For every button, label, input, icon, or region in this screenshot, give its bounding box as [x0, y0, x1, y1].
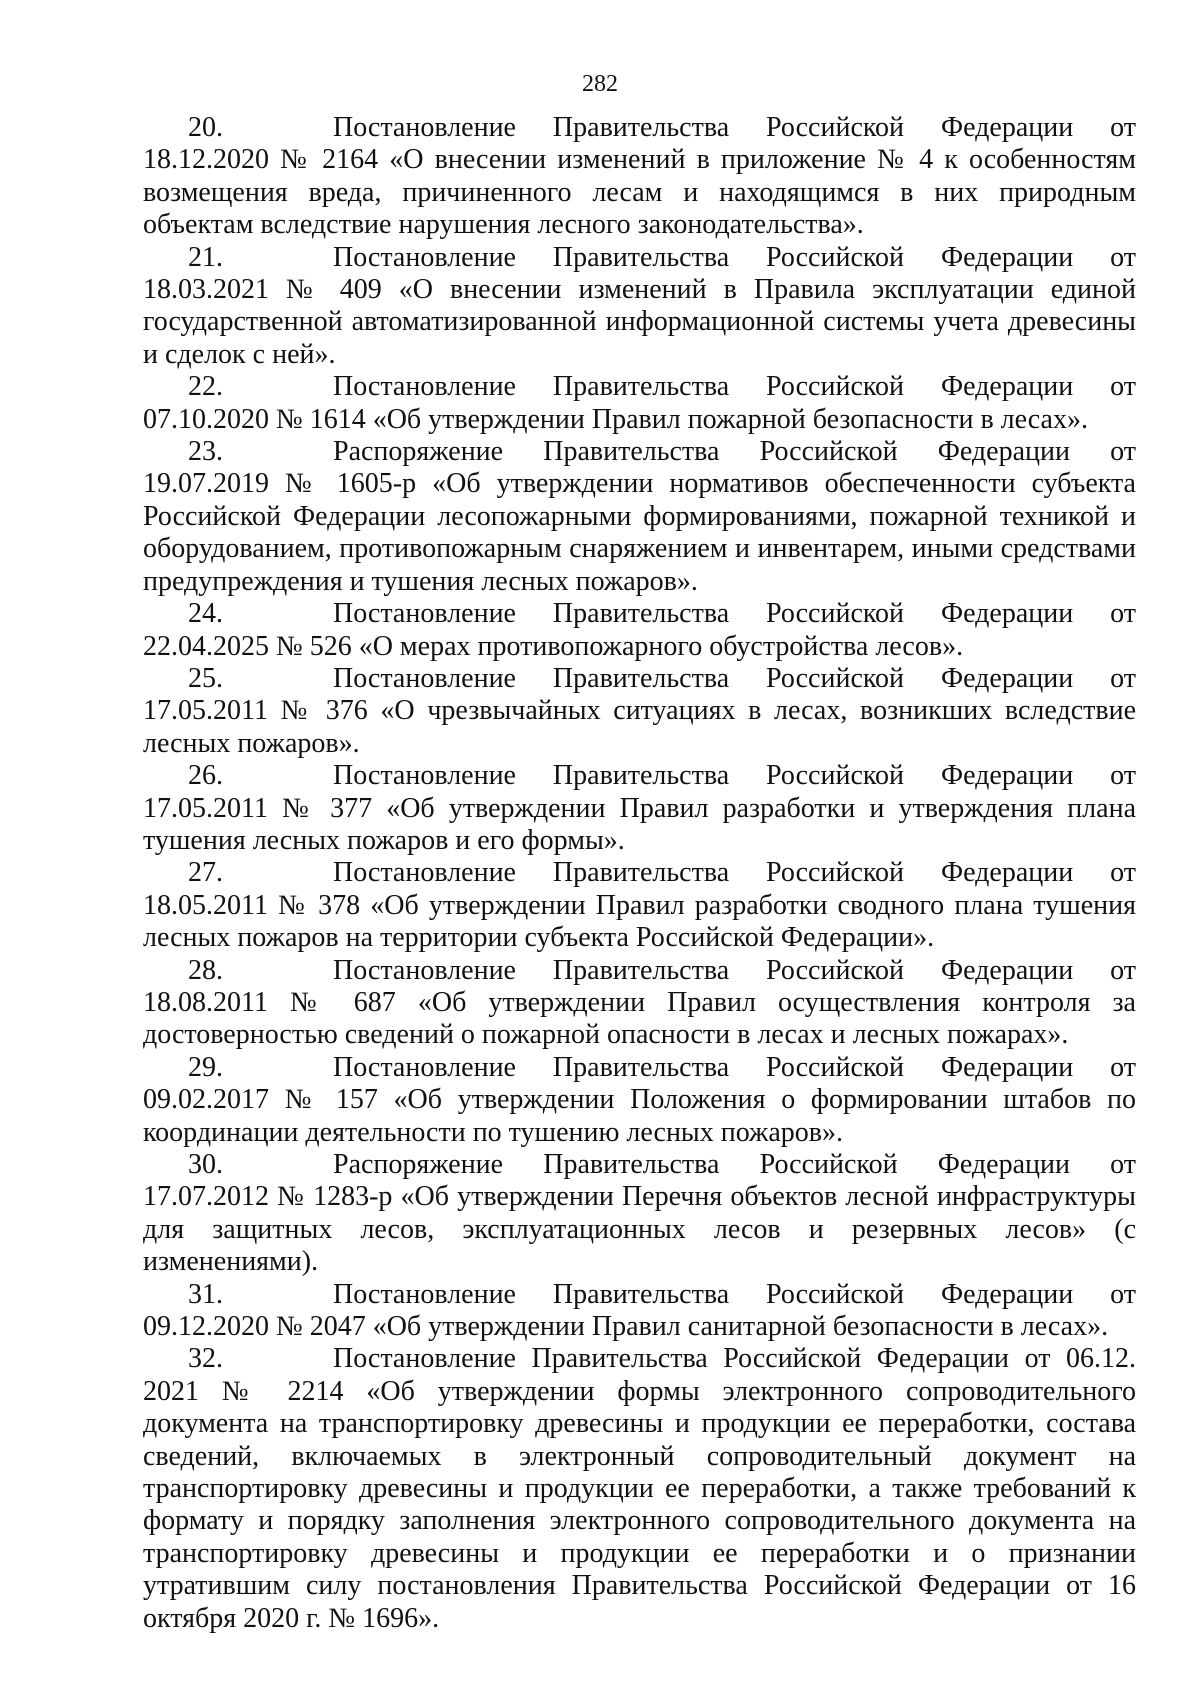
- list-item: [143, 242, 1136, 372]
- item-text: Распоряжение Правительства Российской Федерации от 19.07.2019 № 1605-р «Об утверждении нормативов обеспеченности субъекта Российской Федерации лесопожарными формированиями, пожарной техникой и оборудованием, противопожарным снаряжением и инвентарем, иными средствами предупреждения и тушения лесных пожаров».: [143, 436, 1136, 597]
- list-item: [143, 1279, 1136, 1344]
- item-number: 20.: [188, 112, 223, 143]
- list-item: [143, 760, 1136, 857]
- item-number: 25.: [188, 662, 223, 694]
- item-text: Постановление Правительства Российской Федерации от 18.08.2011 № 687 «Об утверждении Правил осуществления контроля за достоверностью сведений о пожарной опасности в лесах и лесных пожарах».: [143, 954, 1136, 1051]
- item-number: 26.: [188, 760, 223, 792]
- page-number: 282: [582, 71, 618, 97]
- item-text: Постановление Правительства Российской Федерации от 06.12. 2021 № 2214 «Об утверждении формы электронного сопроводительного документа на транспортировку древесины и продукции ее переработки, состава сведений, включаемых в электронный сопроводительный документ на транспортировку древесины и продукции ее переработки, а также требований к формату и порядку заполнения электронного сопроводительного документа на транспортировку древесины и продукции ее переработки и о признании утратившим силу постановления Правительства Российской Федерации от 16 октября 2020 г. № 1696».: [143, 1343, 1136, 1634]
- item-number: 21.: [188, 241, 223, 273]
- list-item: [143, 1052, 1136, 1149]
- item-number: 30.: [188, 1149, 223, 1180]
- item-number: 27.: [188, 857, 223, 889]
- list-item: [143, 1149, 1136, 1279]
- list-item: [143, 1343, 1136, 1635]
- item-number: 23.: [188, 436, 223, 468]
- item-text: Постановление Правительства Российской Федерации от 07.10.2020 № 1614 «Об утверждении Правил пожарной безопасности в лесах».: [143, 371, 1136, 435]
- item-number: 22.: [188, 371, 223, 403]
- list-item: [143, 857, 1136, 954]
- list-item: [143, 598, 1136, 663]
- list-item: [143, 371, 1136, 436]
- item-number: 28.: [188, 954, 223, 986]
- item-text: Постановление Правительства Российской Федерации от 18.03.2021 № 409 «О внесении изменений в Правила эксплуатации единой государственной автоматизированной информационной системы учета древесины и сделок с ней».: [143, 241, 1136, 370]
- item-number: 31.: [188, 1278, 223, 1310]
- item-number: 29.: [188, 1051, 223, 1083]
- list-item: [143, 663, 1136, 760]
- item-number: 32.: [188, 1343, 223, 1375]
- list-item: [143, 112, 1136, 242]
- item-text: Постановление Правительства Российской Федерации от 22.04.2025 № 526 «О мерах противопожарного обустройства лесов».: [143, 598, 1136, 662]
- list-item: [143, 436, 1136, 598]
- list-item: [143, 955, 1136, 1052]
- item-number: 24.: [188, 598, 223, 630]
- item-text: Постановление Правительства Российской Федерации от 18.12.2020 № 2164 «О внесении изменений в приложение № 4 к особенностям возмещения вреда, причиненного лесам и находящимся в них природным объектам вследствие нарушения лесного законодательства».: [143, 112, 1136, 241]
- item-text: Постановление Правительства Российской Федерации от 09.02.2017 № 157 «Об утверждении Положения о формировании штабов по координации деятельности по тушению лесных пожаров».: [143, 1051, 1136, 1148]
- item-text: Постановление Правительства Российской Федерации от 18.05.2011 № 378 «Об утверждении Правил разработки сводного плана тушения лесных пожаров на территории субъекта Российской Федерации».: [143, 857, 1136, 954]
- regulations-list: [143, 112, 1136, 1635]
- item-text: Постановление Правительства Российской Федерации от 17.05.2011 № 377 «Об утверждении Правил разработки и утверждения плана тушения лесных пожаров и его формы».: [143, 760, 1136, 856]
- item-text: Распоряжение Правительства Российской Федерации от 17.07.2012 № 1283-р «Об утверждении Перечня объектов лесной инфраструктуры для защитных лесов, эксплуатационных лесов и резервных лесов» (с изменениями).: [143, 1149, 1136, 1278]
- item-text: Постановление Правительства Российской Федерации от 09.12.2020 № 2047 «Об утверждении Правил санитарной безопасности в лесах».: [143, 1278, 1136, 1343]
- item-text: Постановление Правительства Российской Федерации от 17.05.2011 № 376 «О чрезвычайных ситуациях в лесах, возникших вследствие лесных пожаров».: [143, 662, 1136, 759]
